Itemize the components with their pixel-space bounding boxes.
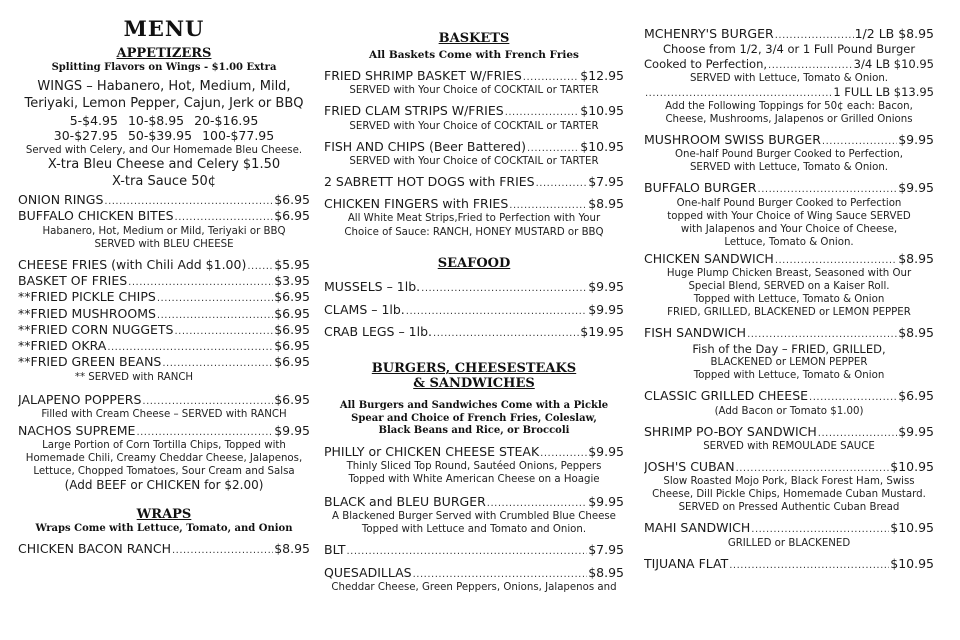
item-description: SERVED on Pressed Authentic Cuban Bread bbox=[678, 502, 900, 514]
menu-item bbox=[644, 180, 934, 196]
burgers-note: Spear and Choice of French Fries, Coleslaw, bbox=[351, 412, 597, 424]
menu-item bbox=[324, 103, 624, 119]
item-price: $9.95 bbox=[588, 279, 624, 295]
menu-item bbox=[18, 423, 310, 439]
item-price: $6.95 bbox=[274, 391, 310, 407]
menu-item bbox=[18, 392, 310, 408]
item-name: CHICKEN BACON RANCH bbox=[18, 541, 171, 557]
appetizers-note: Splitting Flavors on Wings - $1.00 Extra bbox=[51, 61, 277, 73]
appetizers-heading: APPETIZERS bbox=[116, 46, 212, 61]
item-name: **FRIED PICKLE CHIPS bbox=[18, 289, 156, 305]
item-description: Homemade Chili, Creamy Cheddar Cheese, Jalapenos, bbox=[25, 453, 303, 465]
item-name: MUSHROOM SWISS BURGER bbox=[644, 132, 821, 148]
wraps-note: Wraps Come with Lettuce, Tomato, and Onion bbox=[35, 522, 293, 534]
menu-column-3 bbox=[644, 0, 934, 640]
item-description: GRILLED or BLACKENED bbox=[727, 537, 851, 549]
item-description: One-half Pound Burger Cooked to Perfection bbox=[676, 197, 902, 209]
item-name: CHICKEN SANDWICH bbox=[644, 250, 774, 266]
item-price: $8.95 bbox=[588, 196, 624, 212]
menu-item bbox=[324, 139, 624, 155]
item-name: MCHENRY'S BURGER bbox=[644, 26, 774, 41]
item-price: $6.95 bbox=[274, 289, 310, 305]
item-description: One-half Pound Burger Cooked to Perfection, bbox=[674, 149, 904, 161]
wing-price: 50-$39.95 bbox=[127, 128, 193, 144]
wings-description: Served with Celery, and Our Homemade Bleu Cheese. bbox=[25, 144, 303, 156]
item-name: JOSH'S CUBAN bbox=[644, 458, 735, 474]
item-name: **FRIED MUSHROOMS bbox=[18, 305, 156, 321]
item-name: MAHI SANDWICH bbox=[644, 520, 751, 536]
item-description: Lettuce, Chopped Tomatoes, Sour Cream and Salsa bbox=[33, 466, 295, 478]
menu-item bbox=[644, 85, 934, 100]
item-price: $6.95 bbox=[898, 388, 934, 404]
menu-item bbox=[644, 459, 934, 475]
menu-item bbox=[644, 132, 934, 148]
item-name: ONION RINGS bbox=[18, 192, 104, 208]
item-price: $6.95 bbox=[274, 305, 310, 321]
menu-item bbox=[18, 541, 310, 557]
burgers-note: Black Beans and Rice, or Broccoli bbox=[378, 425, 570, 437]
item-description: Slow Roasted Mojo Pork, Black Forest Ham, Swiss bbox=[663, 476, 915, 488]
item-name: MUSSELS – 1lb. bbox=[324, 279, 421, 295]
item-description: Huge Plump Chicken Breast, Seasoned with Our bbox=[666, 268, 912, 280]
menu-item bbox=[324, 444, 624, 460]
item-name: SHRIMP PO-BOY SANDWICH bbox=[644, 423, 817, 439]
menu-item bbox=[644, 26, 934, 42]
wing-price: 30-$27.95 bbox=[53, 128, 118, 144]
item-price: $9.95 bbox=[898, 132, 934, 148]
menu-item bbox=[324, 279, 624, 295]
item-price: $3.95 bbox=[274, 273, 310, 289]
item-name: **FRIED OKRA bbox=[18, 338, 107, 354]
item-description: Filled with Cream Cheese – SERVED with RANCH bbox=[41, 408, 287, 420]
item-description: SERVED with Lettuce, Tomato & Onion. bbox=[689, 162, 889, 174]
menu-item bbox=[18, 289, 310, 305]
item-price: $9.95 bbox=[588, 493, 624, 509]
item-price: $9.95 bbox=[588, 301, 624, 317]
menu-item bbox=[644, 57, 934, 72]
item-price: 3/4 LB $10.95 bbox=[853, 56, 934, 71]
item-description: Fish of the Day – FRIED, GRILLED, bbox=[692, 341, 886, 356]
item-description: Topped with White American Cheese on a Hoagie bbox=[348, 473, 600, 485]
menu-item bbox=[324, 324, 624, 340]
menu-item bbox=[644, 520, 934, 536]
menu-column-1 bbox=[18, 0, 310, 640]
item-description: SERVED with REMOULADE SAUCE bbox=[703, 440, 875, 452]
item-price: 1/2 LB $8.95 bbox=[854, 26, 934, 41]
item-name: **FRIED CORN NUGGETS bbox=[18, 321, 174, 337]
item-description: All White Meat Strips,Fried to Perfection with Your bbox=[347, 213, 601, 225]
wing-price: 20-$16.95 bbox=[194, 112, 259, 128]
menu-item bbox=[18, 257, 310, 273]
item-name: FRIED SHRIMP BASKET W/FRIES bbox=[324, 68, 522, 84]
wing-price: 5-$4.95 bbox=[69, 112, 118, 128]
item-name: QUESADILLAS bbox=[324, 564, 412, 580]
item-price: $10.95 bbox=[580, 138, 624, 154]
wing-price: 100-$77.95 bbox=[202, 128, 275, 144]
item-name: CLAMS – 1lb. bbox=[324, 301, 405, 317]
menu-item bbox=[18, 192, 310, 208]
item-description: Cheddar Cheese, Green Peppers, Onions, Jalapenos and bbox=[331, 581, 617, 593]
item-description: (Add BEEF or CHICKEN for $2.00) bbox=[64, 478, 264, 493]
item-description: Large Portion of Corn Tortilla Chips, Topped with bbox=[42, 440, 286, 452]
item-name: BLT bbox=[324, 542, 346, 558]
menu-title: MENU bbox=[123, 16, 205, 41]
item-description: Topped with Lettuce, Tomato & Onion bbox=[693, 370, 885, 382]
menu-item bbox=[324, 68, 624, 84]
item-price: $8.95 bbox=[898, 325, 934, 341]
item-description: SERVED with Your Choice of COCKTAIL or TARTER bbox=[349, 120, 599, 132]
menu-column-2 bbox=[324, 0, 624, 640]
item-description: SERVED with BLEU CHEESE bbox=[94, 238, 234, 250]
menu-item bbox=[324, 196, 624, 212]
item-description: Lettuce, Tomato & Onion. bbox=[724, 236, 854, 248]
menu-item bbox=[18, 208, 310, 224]
item-name: FISH SANDWICH bbox=[644, 325, 747, 341]
menu-item bbox=[644, 556, 934, 572]
item-name: BLACK and BLEU BURGER bbox=[324, 493, 486, 509]
menu-item bbox=[324, 542, 624, 558]
wing-prices-row-1 bbox=[18, 113, 310, 129]
item-name: 2 SABRETT HOT DOGS with FRIES bbox=[324, 173, 535, 189]
item-price: $9.95 bbox=[898, 180, 934, 196]
item-description: with Jalapenos and Your Choice of Cheese, bbox=[680, 223, 898, 235]
item-description: Habanero, Hot, Medium or Mild, Teriyaki or BBQ bbox=[42, 225, 286, 237]
item-name: FISH AND CHIPS (Beer Battered) bbox=[324, 138, 526, 154]
item-price: $6.95 bbox=[274, 321, 310, 337]
menu-item bbox=[18, 306, 310, 322]
item-description: Choice of Sauce: RANCH, HONEY MUSTARD or BBQ bbox=[344, 226, 604, 238]
menu-item bbox=[18, 273, 310, 289]
baskets-note: All Baskets Come with French Fries bbox=[369, 48, 579, 61]
item-price: $6.95 bbox=[274, 192, 310, 208]
item-price: $10.95 bbox=[580, 103, 624, 119]
item-price: $6.95 bbox=[274, 208, 310, 224]
item-description: Add the Following Toppings for 50¢ each: Bacon, bbox=[665, 101, 913, 113]
menu-item bbox=[324, 302, 624, 318]
wings-extra-1: X-tra Bleu Cheese and Celery $1.50 bbox=[47, 156, 281, 172]
item-name: PHILLY or CHICKEN CHEESE STEAK bbox=[324, 443, 540, 459]
item-name: BUFFALO BURGER bbox=[644, 180, 757, 196]
menu-item bbox=[324, 494, 624, 510]
item-description: (Add Bacon or Tomato $1.00) bbox=[714, 405, 864, 417]
seafood-heading: SEAFOOD bbox=[437, 255, 511, 271]
item-price: $6.95 bbox=[274, 354, 310, 370]
item-description: Topped with Lettuce and Tomato and Onion. bbox=[361, 524, 587, 536]
item-price: $10.95 bbox=[890, 520, 934, 536]
menu-item bbox=[18, 354, 310, 370]
item-name: CHEESE FRIES (with Chili Add $1.00) bbox=[18, 256, 247, 272]
item-name: CLASSIC GRILLED CHEESE bbox=[644, 388, 809, 404]
menu-item bbox=[644, 325, 934, 341]
item-price: $19.95 bbox=[580, 323, 624, 339]
menu-item bbox=[644, 251, 934, 267]
item-description: A Blackened Burger Served with Crumbled Blue Cheese bbox=[332, 511, 616, 523]
item-price: $9.95 bbox=[588, 443, 624, 459]
menu-item bbox=[18, 338, 310, 354]
item-description: topped with Your Choice of Wing Sauce SERVED bbox=[667, 210, 911, 222]
item-description: Topped with Lettuce, Tomato & Onion bbox=[693, 294, 885, 306]
item-description: SERVED with Your Choice of COCKTAIL or TARTER bbox=[349, 155, 599, 167]
burgers-note: All Burgers and Sandwiches Come with a Pickle bbox=[339, 400, 609, 412]
item-price: $8.95 bbox=[274, 541, 310, 557]
item-description: SERVED with Lettuce, Tomato & Onion. bbox=[689, 72, 889, 84]
item-name: TIJUANA FLAT bbox=[644, 555, 729, 571]
item-price: $8.95 bbox=[898, 250, 934, 266]
item-price: $10.95 bbox=[890, 555, 934, 571]
wings-line-2: Teriyaki, Lemon Pepper, Cajun, Jerk or BBQ bbox=[24, 96, 304, 112]
item-name: FRIED CLAM STRIPS W/FRIES bbox=[324, 103, 504, 119]
item-description: Choose from 1/2, 3/4 or 1 Full Pound Burger bbox=[662, 42, 916, 57]
item-price: 1 FULL LB $13.95 bbox=[833, 85, 934, 100]
item-name: CHICKEN FINGERS with FRIES bbox=[324, 196, 509, 212]
item-price: $12.95 bbox=[580, 68, 624, 84]
item-price: $8.95 bbox=[588, 564, 624, 580]
item-description: BLACKENED or LEMON PEPPER bbox=[710, 357, 868, 369]
item-description: Cheese, Dill Pickle Chips, Homemade Cuban Mustard. bbox=[652, 489, 926, 501]
item-price: $7.95 bbox=[588, 173, 624, 189]
wings-line-1: WINGS – Habanero, Hot, Medium, Mild, bbox=[37, 79, 291, 95]
burgers-heading-2: & SANDWICHES bbox=[413, 376, 535, 392]
wing-prices-row-2 bbox=[18, 128, 310, 144]
item-price: $6.95 bbox=[274, 338, 310, 354]
item-name: Cooked to Perfection, bbox=[644, 56, 768, 71]
item-name: NACHOS SUPREME bbox=[18, 422, 136, 438]
wings-extra-2: X-tra Sauce 50¢ bbox=[111, 173, 217, 189]
baskets-heading: BASKETS bbox=[438, 31, 510, 46]
menu-item bbox=[644, 388, 934, 404]
item-price: $9.95 bbox=[274, 422, 310, 438]
menu-item bbox=[324, 565, 624, 581]
menu-item bbox=[644, 424, 934, 440]
menu-item bbox=[324, 174, 624, 190]
item-name: **FRIED GREEN BEANS bbox=[18, 354, 162, 370]
wing-price: 10-$8.95 bbox=[127, 112, 185, 128]
item-name: BUFFALO CHICKEN BITES bbox=[18, 208, 174, 224]
item-price: $7.95 bbox=[588, 542, 624, 558]
item-description: FRIED, GRILLED, BLACKENED or LEMON PEPPER bbox=[667, 307, 911, 319]
item-price: $10.95 bbox=[890, 458, 934, 474]
item-price: $9.95 bbox=[898, 423, 934, 439]
item-description: Special Blend, SERVED on a Kaiser Roll. bbox=[688, 281, 890, 293]
item-name: JALAPENO POPPERS bbox=[18, 391, 142, 407]
burgers-heading-1: BURGERS, CHEESESTEAKS bbox=[371, 361, 577, 377]
item-price: $5.95 bbox=[274, 256, 310, 272]
item-description: SERVED with Your Choice of COCKTAIL or TARTER bbox=[349, 85, 599, 97]
item-description: Cheese, Mushrooms, Jalapenos or Grilled Onions bbox=[665, 114, 913, 126]
item-name: BASKET OF FRIES bbox=[18, 273, 128, 289]
item-description: Thinly Sliced Top Round, Sautéed Onions, Peppers bbox=[346, 460, 602, 472]
menu-item bbox=[18, 322, 310, 338]
ranch-note: ** SERVED with RANCH bbox=[74, 371, 194, 383]
item-name: CRAB LEGS – 1lb. bbox=[324, 323, 433, 339]
wraps-heading: WRAPS bbox=[136, 506, 192, 522]
